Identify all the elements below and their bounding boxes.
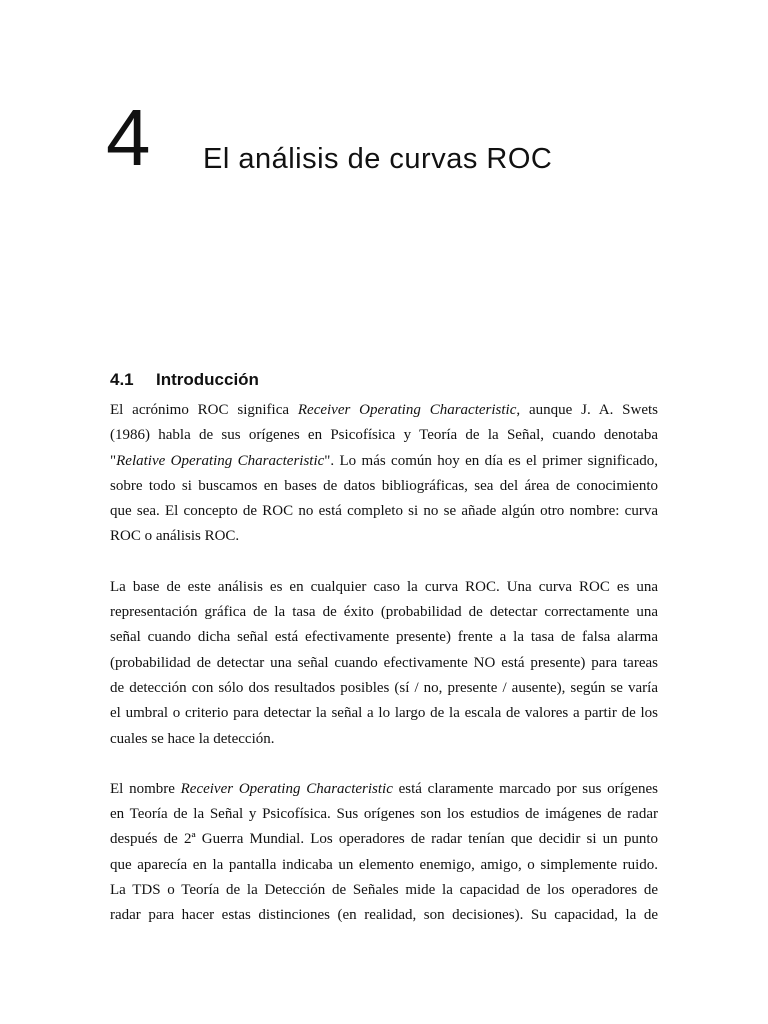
text-line: La TDS o Teoría de la Detección de Señales mide la capacidad de los operadores de [110,882,658,899]
paragraph [110,575,658,752]
section-number: 4.1 [110,370,134,389]
text-line: representación gráfica de la tasa de éxito (probabilidad de detectar correctamente una [110,604,658,621]
text-line: después de 2ª Guerra Mundial. Los operadores de radar tenían que decidir si un punto [110,831,658,848]
text-line: El nombre Receiver Operating Characteristic está claramente marcado por sus orígenes [110,780,658,797]
paragraph [110,398,658,550]
text-line: en Teoría de la Señal y Psicofísica. Sus orígenes son los estudios de imágenes de radar [110,806,658,823]
italic-term: Relative Operating Characteristic [116,452,325,469]
paragraph [110,777,658,929]
text-line: señal cuando dicha señal está efectivamente presente) frente a la tasa de falsa alarma [110,629,658,646]
text-line: cuales se hace la detección. [110,730,275,747]
text-line: de detección con sólo dos resultados posibles (sí / no, presente / ausente), según se varía [110,679,658,696]
text-line: ROC o análisis ROC. [110,528,240,545]
italic-term: Receiver Operating Characteristic [297,402,517,418]
text-line: que aparecía en la pantalla indicaba un elemento enemigo, amigo, o simplemente ruido. [110,856,658,873]
text-line: El acrónimo ROC significa Receiver Operating Characteristic, aunque J. A. Swets [110,402,659,418]
text-line: La base de este análisis es en cualquier caso la curva ROC. Una curva ROC es una [110,578,658,595]
body-text [110,398,658,954]
chapter-title: El análisis de curvas ROC [203,143,553,175]
text-line: radar para hacer estas distinciones (en realidad, son decisiones). Su capacidad, la de [110,907,658,924]
text-line: sobre todo si buscamos en bases de datos bibliográficas, sea del área de conocimiento [110,477,658,494]
section-heading [110,370,259,390]
text-line: (1986) habla de sus orígenes en Psicofísica y Teoría de la Señal, cuando denotaba [110,427,658,444]
text-line: (probabilidad de detectar una señal cuando efectivamente NO está presente) para tareas [110,654,658,671]
text-line: "Relative Operating Characteristic". Lo más común hoy en día es el primer significado, [110,452,658,469]
italic-term: Receiver Operating Characteristic [180,780,393,797]
section-title: Introducción [156,370,259,389]
text-line: que sea. El concepto de ROC no está completo si no se añade algún otro nombre: curva [110,503,658,520]
chapter-number: 4 [106,93,151,182]
text-line: el umbral o criterio para detectar la señal a lo largo de la escala de valores a partir de los [110,705,658,722]
